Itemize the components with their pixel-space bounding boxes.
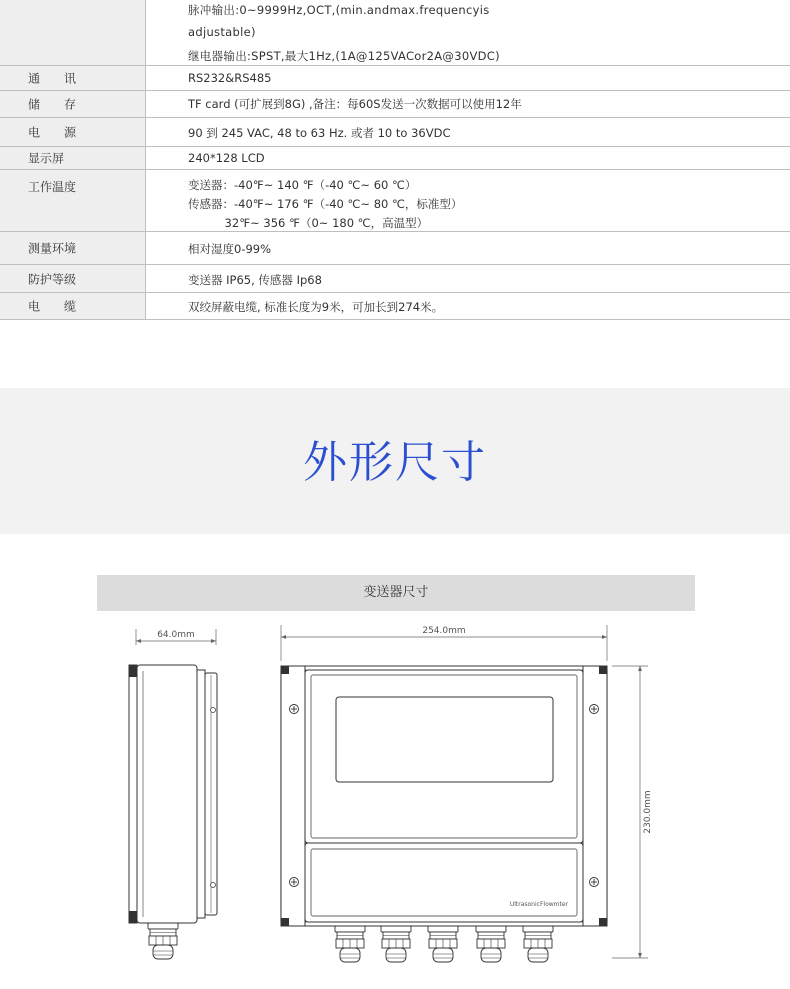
spec-value-line: 变送器：-40℉~ 140 ℉（-40 ℃~ 60 ℃） <box>188 178 417 192</box>
spec-row-power <box>0 118 790 147</box>
spec-value-line: 双绞屏蔽电缆, 标准长度为9米，可加长到274米。 <box>188 300 444 314</box>
spec-value-line: 90 到 245 VAC, 48 to 63 Hz. 或者 10 to 36VDC <box>188 126 451 140</box>
spec-value-line: 变送器 IP65, 传感器 Ip68 <box>188 273 322 287</box>
spec-row-environment <box>0 232 790 265</box>
spec-row-cable <box>0 293 790 320</box>
spec-row-storage <box>0 91 790 118</box>
spec-value-line: TF card (可扩展到8G) ,备注：每60S发送一次数据可以使用12年 <box>188 97 522 111</box>
width-dimension-label: 254.0mm <box>422 626 466 636</box>
spec-value-line: 传感器：-40℉~ 176 ℉（-40 ℃~ 80 ℃，标准型） <box>188 197 463 211</box>
depth-dimension-label: 64.0mm <box>157 630 195 640</box>
front-view <box>281 625 653 962</box>
spec-row-temperature <box>0 170 790 232</box>
spec-row-display <box>0 147 790 170</box>
spec-row-communication <box>0 66 790 91</box>
spec-value-line: 32℉~ 356 ℉（0~ 180 ℃，高温型） <box>188 216 429 230</box>
spec-row-protection <box>0 265 790 293</box>
height-dimension-label: 230.0mm <box>643 790 653 834</box>
spec-label: 显示屏 <box>0 147 146 169</box>
spec-value-line: 240*128 LCD <box>188 151 265 165</box>
spec-value-line: 脉冲输出:0~9999Hz,OCT,(min.andmax.frequencyis <box>188 3 490 17</box>
brand-label: UltrasonicFlowmter <box>509 901 568 908</box>
spec-label: 防护等级 <box>0 265 146 292</box>
spec-label: 电 缆 <box>0 293 146 319</box>
side-view <box>129 629 217 959</box>
section-band <box>0 388 790 534</box>
spec-label: 储 存 <box>0 91 146 117</box>
spec-label: 工作温度 <box>0 170 146 231</box>
spec-value-line: 继电器输出:SPST,最大1Hz,(1A@125VACor2A@30VDC) <box>188 49 500 63</box>
spec-value-line: 相对湿度0-99% <box>188 242 272 256</box>
spec-label <box>0 0 146 65</box>
spec-row-output <box>0 0 790 66</box>
section-title: 外形尺寸 <box>303 437 487 488</box>
spec-value-line: RS232&RS485 <box>188 71 272 85</box>
spec-label: 通 讯 <box>0 66 146 90</box>
drawing-caption: 变送器尺寸 <box>97 575 695 611</box>
transmitter-dimension-drawing <box>0 615 790 989</box>
spec-label: 测量环境 <box>0 232 146 264</box>
spec-label: 电 源 <box>0 118 146 146</box>
spec-value-line: adjustable) <box>188 25 256 39</box>
